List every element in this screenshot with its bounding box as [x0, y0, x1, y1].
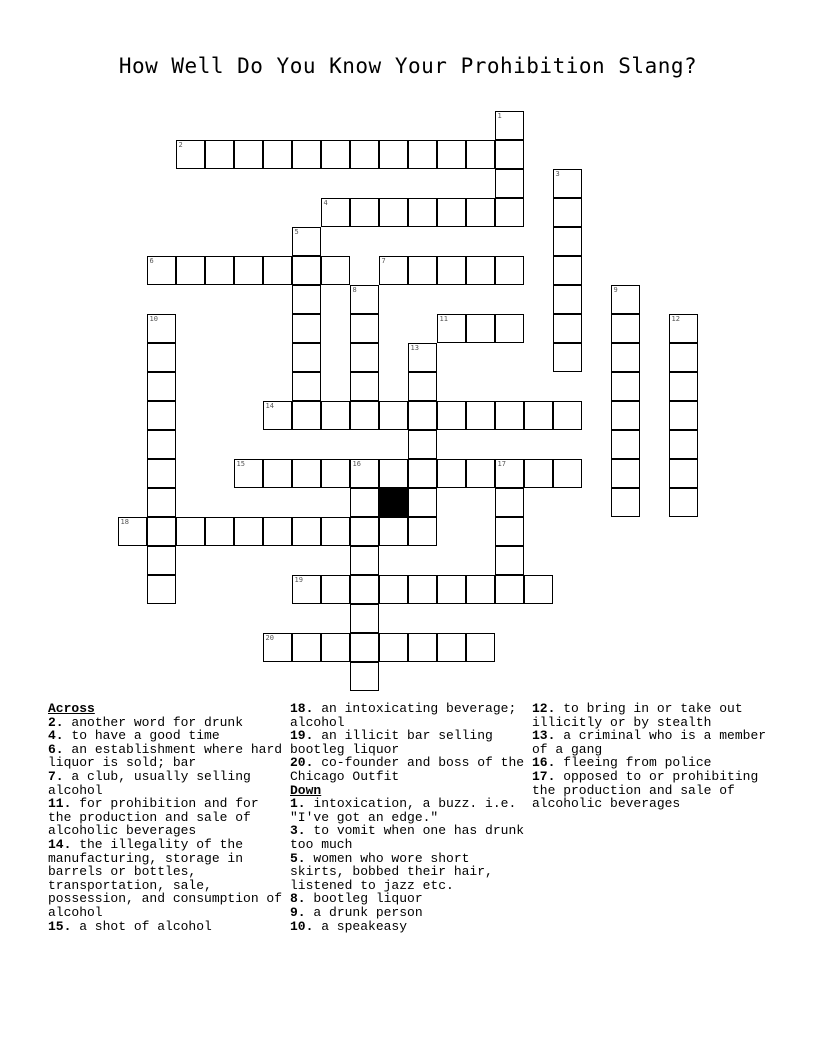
grid-cell[interactable]	[408, 140, 437, 169]
clue-text: co-founder and boss of the Chicago Outfit	[290, 755, 525, 784]
grid-cell[interactable]	[292, 459, 321, 488]
grid-cell[interactable]	[553, 401, 582, 430]
grid-cell[interactable]	[321, 140, 350, 169]
clue-text: the illegality of the manufacturing, storage in barrels or bottles, transportation, sale, possession, and consumption of alcohol	[48, 836, 283, 920]
grid-cell[interactable]	[408, 256, 437, 285]
clue-heading-row	[290, 784, 526, 798]
clue-number: 9.	[290, 904, 306, 920]
clue-text: another word for drunk	[63, 714, 244, 730]
cell-number: 16	[352, 459, 361, 468]
clue-text: a speakeasy	[313, 918, 408, 934]
grid-cell[interactable]	[263, 517, 292, 546]
clue-number: 18.	[290, 701, 314, 716]
grid-cell[interactable]	[350, 517, 379, 546]
page-title: How Well Do You Know Your Prohibition Slang?	[118, 54, 698, 78]
grid-cell[interactable]	[205, 517, 234, 546]
grid-cell[interactable]	[234, 140, 263, 169]
grid-cell[interactable]	[350, 343, 379, 372]
grid-cell[interactable]	[321, 517, 350, 546]
cell-number: 1	[497, 111, 502, 120]
cell-number: 11	[439, 314, 448, 323]
cell-number: 5	[294, 227, 299, 236]
grid-cell[interactable]	[292, 256, 321, 285]
clue-item	[290, 852, 526, 893]
grid-cell[interactable]	[437, 140, 466, 169]
grid-cell[interactable]	[263, 459, 292, 488]
clue-item	[532, 770, 768, 811]
clue-item	[48, 770, 284, 797]
grid-cell[interactable]	[466, 401, 495, 430]
grid-cell[interactable]	[321, 459, 350, 488]
clue-number: 1.	[290, 796, 306, 812]
grid-cell[interactable]	[466, 140, 495, 169]
clue-number: 17.	[532, 768, 556, 784]
grid-cell[interactable]	[408, 459, 437, 488]
grid-cell[interactable]	[495, 575, 524, 604]
grid-cell[interactable]	[118, 517, 147, 546]
cell-number: 20	[265, 633, 274, 642]
grid-cell[interactable]	[147, 430, 176, 459]
clue-item	[532, 729, 768, 756]
clue-text: a drunk person	[305, 904, 423, 920]
grid-cell[interactable]	[611, 459, 640, 488]
cell-number: 17	[497, 459, 506, 468]
grid-cell[interactable]	[524, 459, 553, 488]
grid-cell[interactable]	[147, 401, 176, 430]
cell-number: 19	[294, 575, 303, 584]
grid-cell[interactable]	[669, 401, 698, 430]
clue-item	[290, 906, 526, 920]
grid-cell[interactable]	[408, 633, 437, 662]
grid-cell[interactable]	[379, 575, 408, 604]
clue-text: to vomit when one has drunk too much	[290, 823, 525, 852]
grid-cell[interactable]	[350, 198, 379, 227]
grid-cell[interactable]	[147, 546, 176, 575]
grid-cell[interactable]	[350, 604, 379, 633]
clue-text: an intoxicating beverage; alcohol	[290, 701, 517, 730]
grid-cell[interactable]	[321, 633, 350, 662]
clue-heading-across: Across	[48, 701, 95, 716]
grid-cell[interactable]	[437, 459, 466, 488]
grid-cell[interactable]	[437, 198, 466, 227]
clue-number: 20.	[290, 755, 314, 771]
grid-cell[interactable]	[379, 198, 408, 227]
grid-cell[interactable]	[234, 459, 263, 488]
grid-cell[interactable]	[408, 575, 437, 604]
grid-cell[interactable]	[524, 575, 553, 604]
clue-number: 8.	[290, 891, 306, 907]
grid-cell[interactable]	[495, 459, 524, 488]
grid-cell[interactable]	[176, 256, 205, 285]
grid-cell[interactable]	[292, 227, 321, 256]
clue-text: bootleg liquor	[305, 891, 423, 907]
grid-cell[interactable]	[292, 140, 321, 169]
clue-number: 6.	[48, 741, 64, 757]
grid-cell[interactable]	[495, 256, 524, 285]
clue-column-1	[48, 702, 284, 933]
grid-cell[interactable]	[350, 575, 379, 604]
cell-number: 10	[149, 314, 158, 323]
grid-cell[interactable]	[379, 517, 408, 546]
grid-cell[interactable]	[495, 314, 524, 343]
grid-cell[interactable]	[437, 575, 466, 604]
grid-cell[interactable]	[147, 459, 176, 488]
clue-number: 13.	[532, 728, 556, 744]
grid-cell[interactable]	[292, 401, 321, 430]
grid-cell[interactable]	[495, 198, 524, 227]
clue-number: 10.	[290, 918, 314, 934]
clue-item	[290, 756, 526, 783]
clue-item	[290, 824, 526, 851]
clue-item	[290, 920, 526, 934]
clue-number: 2.	[48, 714, 64, 730]
grid-cell[interactable]	[292, 633, 321, 662]
grid-cell[interactable]	[234, 256, 263, 285]
grid-cell[interactable]	[350, 314, 379, 343]
grid-cell[interactable]	[611, 430, 640, 459]
grid-cell[interactable]	[321, 401, 350, 430]
clue-item	[290, 892, 526, 906]
grid-cell[interactable]	[321, 256, 350, 285]
grid-cell[interactable]	[495, 517, 524, 546]
grid-cell[interactable]	[350, 401, 379, 430]
clue-item	[290, 729, 526, 756]
clue-text: to bring in or take out illicitly or by stealth	[532, 701, 743, 730]
cell-number: 3	[555, 169, 560, 178]
grid-cell[interactable]	[379, 401, 408, 430]
grid-cell[interactable]	[611, 343, 640, 372]
grid-cell[interactable]	[495, 488, 524, 517]
grid-cell[interactable]	[466, 633, 495, 662]
grid-cell[interactable]	[495, 401, 524, 430]
grid-cell[interactable]	[669, 343, 698, 372]
clue-text: opposed to or prohibiting the production and sale of alcoholic beverages	[532, 768, 759, 812]
grid-cell[interactable]	[263, 140, 292, 169]
grid-cell[interactable]	[176, 517, 205, 546]
grid-cell[interactable]	[437, 633, 466, 662]
grid-cell[interactable]	[408, 401, 437, 430]
clue-text: an illicit bar selling bootleg liquor	[290, 728, 493, 757]
clue-text: fleeing from police	[555, 755, 712, 771]
grid-cell[interactable]	[350, 546, 379, 575]
grid-cell[interactable]	[350, 372, 379, 401]
clue-number: 16.	[532, 755, 556, 771]
grid-cell[interactable]	[611, 314, 640, 343]
grid-cell[interactable]	[176, 140, 205, 169]
grid-cell[interactable]	[553, 314, 582, 343]
grid-cell[interactable]	[495, 546, 524, 575]
grid-cell[interactable]	[466, 198, 495, 227]
clue-number: 4.	[48, 728, 64, 744]
grid-cell[interactable]	[611, 372, 640, 401]
grid-cell[interactable]	[611, 488, 640, 517]
grid-cell[interactable]	[553, 285, 582, 314]
cell-number: 4	[323, 198, 328, 207]
grid-cell[interactable]	[466, 314, 495, 343]
grid-cell[interactable]	[147, 372, 176, 401]
clue-column-3	[532, 702, 768, 811]
grid-cell[interactable]	[350, 662, 379, 691]
grid-cell[interactable]	[379, 140, 408, 169]
clue-number: 5.	[290, 850, 306, 866]
grid-cell[interactable]	[524, 401, 553, 430]
clue-text: for prohibition and for the production and sale of alcoholic beverages	[48, 796, 259, 839]
clue-heading-row	[48, 702, 284, 716]
grid-cell[interactable]	[321, 198, 350, 227]
grid-cell[interactable]	[205, 256, 234, 285]
grid-cell[interactable]	[263, 401, 292, 430]
clue-number: 3.	[290, 823, 306, 839]
grid-cell[interactable]	[437, 314, 466, 343]
cell-number: 14	[265, 401, 274, 410]
cell-number: 13	[410, 343, 419, 352]
grid-cell[interactable]	[408, 372, 437, 401]
clue-item	[48, 797, 284, 838]
clue-item	[48, 729, 284, 743]
black-cell	[379, 488, 408, 517]
grid-cell[interactable]	[495, 111, 524, 140]
clue-text: a club, usually selling alcohol	[48, 768, 251, 798]
grid-cell[interactable]	[466, 459, 495, 488]
grid-cell[interactable]	[292, 343, 321, 372]
cell-number: 6	[149, 256, 154, 265]
grid-cell[interactable]	[147, 575, 176, 604]
grid-cell[interactable]	[350, 488, 379, 517]
clue-text: to have a good time	[63, 728, 220, 744]
grid-cell[interactable]	[292, 372, 321, 401]
grid-cell[interactable]	[669, 372, 698, 401]
clue-item	[48, 920, 284, 934]
grid-cell[interactable]	[292, 314, 321, 343]
grid-cell[interactable]	[350, 285, 379, 314]
grid-cell[interactable]	[408, 430, 437, 459]
grid-cell[interactable]	[437, 256, 466, 285]
clue-number: 11.	[48, 796, 72, 812]
grid-cell[interactable]	[466, 256, 495, 285]
clue-text: a criminal who is a member of a gang	[532, 728, 767, 757]
clue-heading-down: Down	[290, 782, 322, 798]
clue-text: intoxication, a buzz. i.e. "I've got an edge."	[290, 796, 517, 825]
cell-number: 7	[381, 256, 386, 265]
cell-number: 15	[236, 459, 245, 468]
grid-cell[interactable]	[147, 256, 176, 285]
grid-cell[interactable]	[292, 575, 321, 604]
grid-cell[interactable]	[379, 633, 408, 662]
grid-cell[interactable]	[553, 227, 582, 256]
clue-text: women who wore short skirts, bobbed their hair, listened to jazz etc.	[290, 850, 493, 893]
clue-item	[290, 702, 526, 729]
grid-cell[interactable]	[263, 633, 292, 662]
grid-cell[interactable]	[669, 430, 698, 459]
cell-number: 18	[120, 517, 129, 526]
grid-cell[interactable]	[292, 517, 321, 546]
grid-cell[interactable]	[147, 314, 176, 343]
grid-cell[interactable]	[553, 198, 582, 227]
grid-cell[interactable]	[205, 140, 234, 169]
clue-column-2	[290, 702, 526, 933]
clue-item	[290, 797, 526, 824]
clue-item	[532, 702, 768, 729]
grid-cell[interactable]	[466, 575, 495, 604]
grid-cell[interactable]	[292, 285, 321, 314]
grid-cell[interactable]	[350, 140, 379, 169]
grid-cell[interactable]	[553, 169, 582, 198]
clue-number: 14.	[48, 836, 72, 852]
grid-cell[interactable]	[611, 401, 640, 430]
grid-cell[interactable]	[408, 517, 437, 546]
grid-cell[interactable]	[553, 343, 582, 372]
clue-item	[48, 838, 284, 920]
clue-text: an establishment where hard liquor is sold; bar	[48, 741, 283, 771]
clue-number: 12.	[532, 701, 556, 716]
grid-cell[interactable]	[379, 256, 408, 285]
grid-cell[interactable]	[669, 488, 698, 517]
clue-number: 19.	[290, 728, 314, 744]
cell-number: 8	[352, 285, 357, 294]
cell-number: 12	[671, 314, 680, 323]
cell-number: 2	[178, 140, 183, 149]
grid-cell[interactable]	[611, 285, 640, 314]
cell-number: 9	[613, 285, 618, 294]
clue-number: 7.	[48, 768, 64, 784]
clue-text: a shot of alcohol	[71, 918, 212, 934]
clue-item	[48, 743, 284, 770]
grid-cell[interactable]	[321, 575, 350, 604]
grid-cell[interactable]	[669, 459, 698, 488]
clue-item	[48, 716, 284, 730]
grid-cell[interactable]	[350, 633, 379, 662]
grid-cell[interactable]	[408, 198, 437, 227]
grid-cell[interactable]	[408, 343, 437, 372]
grid-cell[interactable]	[147, 488, 176, 517]
grid-cell[interactable]	[553, 459, 582, 488]
grid-cell[interactable]	[234, 517, 263, 546]
grid-cell[interactable]	[495, 140, 524, 169]
clue-item	[532, 756, 768, 770]
clue-number: 15.	[48, 918, 72, 934]
grid-cell[interactable]	[553, 256, 582, 285]
grid-cell[interactable]	[350, 459, 379, 488]
grid-cell[interactable]	[669, 314, 698, 343]
grid-cell[interactable]	[437, 401, 466, 430]
grid-cell[interactable]	[495, 169, 524, 198]
grid-cell[interactable]	[147, 343, 176, 372]
grid-cell[interactable]	[263, 256, 292, 285]
grid-cell[interactable]	[408, 488, 437, 517]
grid-cell[interactable]	[379, 459, 408, 488]
grid-cell[interactable]	[147, 517, 176, 546]
